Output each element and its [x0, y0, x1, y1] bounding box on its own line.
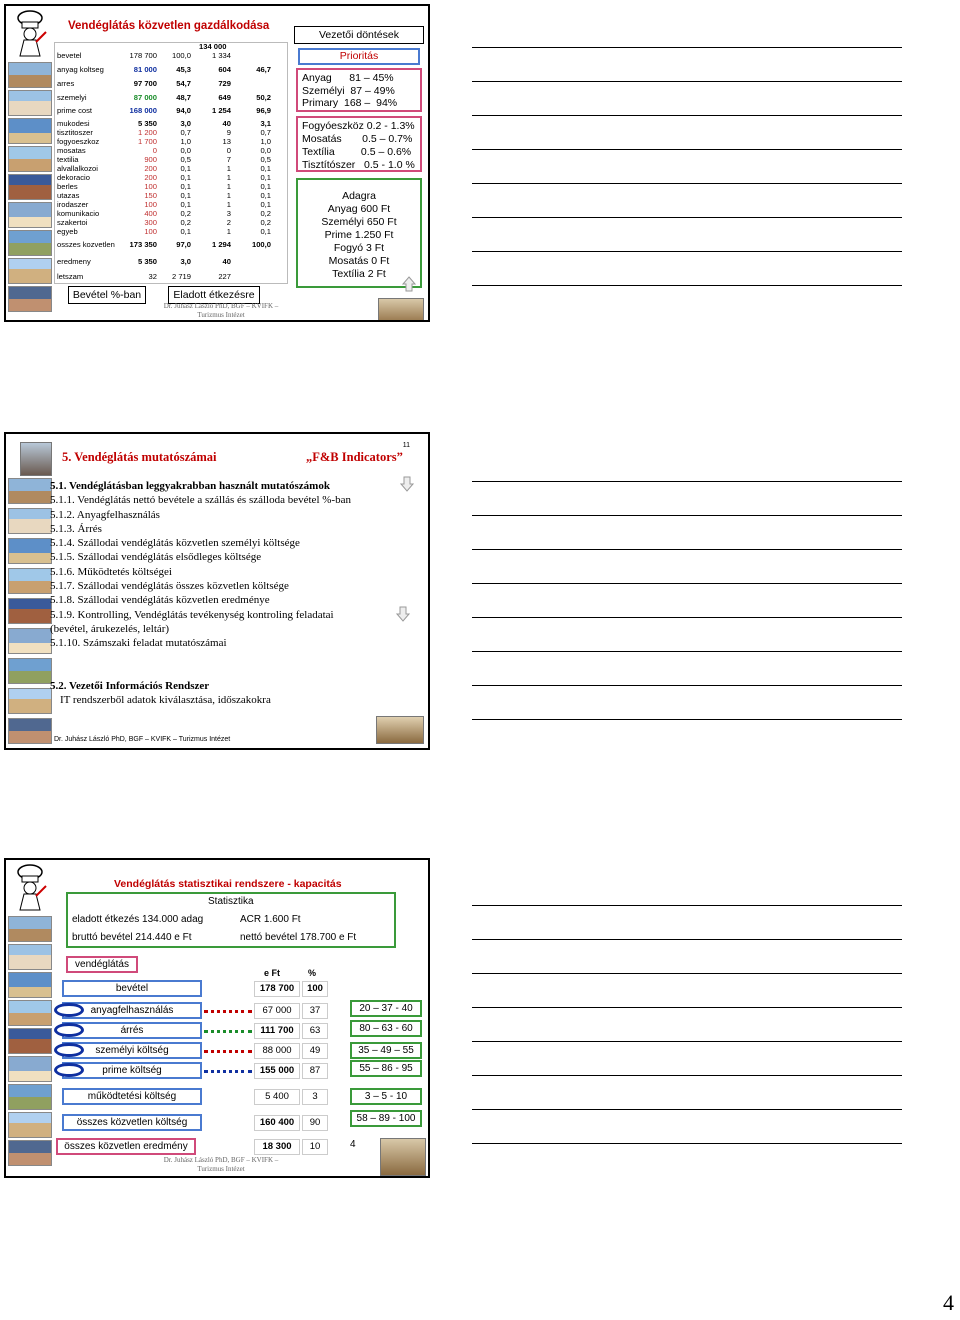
ratio-line: Tisztítószer 0.5 - 1.0 % [302, 159, 415, 171]
ratios-box [296, 116, 422, 172]
row-value: 0,1 [260, 173, 271, 182]
table-row [55, 227, 287, 236]
col-eft: e Ft [264, 968, 281, 978]
indicator-item: 5.1.1. Vendéglátás nettó bevétele a szállás és szálloda bevétel %-ban [50, 494, 351, 507]
table-row [55, 65, 287, 74]
connector-line [204, 1010, 252, 1013]
metric-eft: 5 400 [254, 1089, 300, 1105]
hotel-thumbnails [8, 62, 52, 320]
row-value: 150 [144, 191, 157, 200]
priority-box [296, 68, 422, 112]
decisions-title: Vezetői döntések [294, 26, 424, 44]
table-row [55, 93, 287, 102]
row-value: 173 350 [129, 240, 157, 249]
row-value: 729 [218, 79, 231, 88]
arrow-down-icon[interactable] [400, 476, 414, 492]
metric-pct: 90 [302, 1115, 328, 1131]
row-value: 2 719 [171, 272, 191, 281]
row-value: 3,0 [180, 257, 191, 266]
priority-line: Anyag 81 – 45% [302, 72, 394, 84]
connector-line [204, 1070, 252, 1073]
row-value: 2 [226, 218, 231, 227]
row-label: tisztitoszer [57, 128, 93, 137]
table-row [55, 173, 287, 182]
metric-range: 55 – 86 - 95 [350, 1060, 422, 1077]
metric-pct: 100 [302, 981, 328, 997]
table-row [55, 119, 287, 128]
page-number: 4 [943, 1290, 954, 1315]
priority-title: Prioritás [298, 48, 420, 65]
row-value: 1,0 [260, 137, 271, 146]
ratio-line: Mosatás 0.5 – 0.7% [302, 133, 413, 145]
indicator-item: 5.1.10. Számszaki feladat mutatószámai [50, 637, 227, 650]
indicator-list [50, 479, 390, 651]
table-row [55, 240, 287, 249]
row-value: 1 294 [211, 240, 231, 249]
restaurant-photo [378, 298, 424, 322]
category-label: vendéglátás [66, 956, 138, 973]
row-value: 3 [226, 209, 231, 218]
row-value: 100,0 [171, 51, 191, 60]
row-value: 1 700 [137, 137, 157, 146]
connector-line [204, 1030, 252, 1033]
row-value: 32 [148, 272, 157, 281]
metric-label: prime költség [62, 1062, 202, 1079]
row-label: prime cost [57, 106, 93, 115]
metric-label: működtetési költség [62, 1088, 202, 1105]
arrow-up-icon[interactable] [402, 276, 416, 292]
metric-range: 3 – 5 - 10 [350, 1088, 422, 1105]
priority-line: Személyi 87 – 49% [302, 84, 395, 97]
row-value: 1 [226, 227, 231, 236]
indicator-item: 5.1.4. Szállodai vendéglátás közvetlen személyi költsége [50, 537, 300, 550]
adagra-line: Mosatás 0 Ft [328, 255, 390, 267]
indicator-item: 5.1.3. Árrés [50, 522, 102, 535]
table-row [55, 218, 287, 227]
metric-eft: 111 700 [254, 1023, 300, 1039]
row-label: eredmeny [57, 257, 91, 266]
row-value: 87 000 [133, 93, 157, 102]
net-revenue: nettó bevétel 178.700 e Ft [240, 932, 357, 943]
row-value: 300 [144, 218, 157, 227]
row-value: 3,1 [260, 119, 271, 128]
connector-oval [54, 1063, 84, 1077]
section2-title: 5.2. Vezetői Információs Rendszer [50, 680, 210, 692]
table-row [55, 128, 287, 137]
slide-footer: Dr. Juhász László PhD, BGF – KVIFK – Turizmus Intézet [163, 302, 279, 319]
ratio-line: Textília 0.5 – 0.6% [302, 146, 412, 158]
row-value: 5 350 [137, 257, 157, 266]
row-value: 100 [144, 200, 157, 209]
row-value: 0,1 [260, 182, 271, 191]
row-value: 1,0 [180, 137, 191, 146]
table-row [55, 257, 287, 266]
row-label: mosatas [57, 146, 86, 155]
indicator-item: 5.1.7. Szállodai vendéglátás összes közvetlen költsége [50, 580, 289, 593]
metric-pct: 10 [302, 1139, 328, 1155]
row-label: szemelyi [57, 93, 87, 102]
row-value: 1 [226, 182, 231, 191]
hotel-thumbnails [8, 478, 52, 748]
row-value: 45,3 [176, 65, 191, 74]
row-label: textilia [57, 155, 79, 164]
row-label: utazas [57, 191, 80, 200]
row-value: 100 [144, 227, 157, 236]
metric-label: összes közvetlen eredmény [56, 1138, 196, 1155]
row-value: 0,0 [180, 146, 191, 155]
cost-table [54, 42, 288, 284]
row-value: 100 [144, 182, 157, 191]
row-value: 40 [222, 119, 231, 128]
metric-eft: 67 000 [254, 1003, 300, 1019]
slide-2 [4, 432, 430, 750]
sold-meals-button[interactable]: Eladott étkezésre [168, 286, 260, 304]
connector-oval [54, 1003, 84, 1017]
connector-oval [54, 1043, 84, 1057]
author-photo [20, 442, 52, 476]
ratio-line: Fogyóeszköz 0.2 - 1.3% [302, 120, 415, 132]
row-value: 604 [218, 65, 231, 74]
revenue-pct-button[interactable]: Bevétel %-ban [68, 286, 146, 304]
row-value: 200 [144, 164, 157, 173]
row-label: szakertoi [57, 218, 88, 227]
table-row [55, 137, 287, 146]
indicator-item: 5.1.5. Szállodai vendéglátás elsődleges költsége [50, 551, 262, 564]
slide-title-en: „F&B Indicators” [306, 450, 403, 464]
metric-range: 20 – 37 - 40 [350, 1000, 422, 1017]
row-label: komunikacio [57, 209, 100, 218]
metric-label: személyi költség [62, 1042, 202, 1059]
row-value: 7 [226, 155, 231, 164]
row-value: 1 334 [211, 51, 231, 60]
acr-value: ACR 1.600 Ft [240, 914, 301, 925]
row-value: 0,7 [180, 128, 191, 137]
row-value: 94,0 [176, 106, 191, 115]
metric-label: bevétel [62, 980, 202, 997]
slide-title: Vendéglátás statisztikai rendszere - kapacitás [114, 878, 342, 890]
row-value: 0,1 [260, 200, 271, 209]
row-label: irodaszer [57, 200, 89, 209]
metric-eft: 160 400 [254, 1115, 300, 1131]
row-value: 0,1 [180, 227, 191, 236]
row-label: alvallalkozoi [57, 164, 98, 173]
row-value: 0,2 [180, 209, 191, 218]
sold-meals: eladott étkezés 134.000 adag [72, 914, 204, 925]
row-value: 1 [226, 164, 231, 173]
restaurant-photo [380, 1138, 426, 1176]
statistics-label: Statisztika [208, 896, 254, 907]
table-row [55, 146, 287, 155]
slide-title: Vendéglátás közvetlen gazdálkodása [68, 20, 270, 32]
row-label: letszam [57, 272, 84, 281]
row-label: mukodesi [57, 119, 90, 128]
adagra-box [296, 178, 422, 288]
metric-pct: 37 [302, 1003, 328, 1019]
row-value: 0,7 [260, 128, 271, 137]
slide-1 [4, 4, 430, 322]
row-value: 9 [226, 128, 231, 137]
indicator-item: (bevétel, árukezelés, leltár) [50, 622, 170, 635]
adagra-line: Textília 2 Ft [332, 268, 386, 280]
metric-range: 4 [350, 1139, 356, 1150]
row-value: 40 [222, 257, 231, 266]
row-value: 0,5 [260, 155, 271, 164]
metric-label: összes közvetlen költség [62, 1114, 202, 1131]
metric-pct: 87 [302, 1063, 328, 1079]
metric-eft: 178 700 [254, 981, 300, 997]
adagra-line: Személyi 650 Ft [321, 216, 397, 228]
row-value: 54,7 [176, 79, 191, 88]
row-value: 168 000 [129, 106, 157, 115]
row-value: 0,1 [180, 173, 191, 182]
row-value: 0,1 [180, 182, 191, 191]
adagra-line: Prime 1.250 Ft [324, 229, 394, 241]
hotel-thumbnails [8, 916, 52, 1176]
row-value: 1 [226, 191, 231, 200]
row-value: 227 [218, 272, 231, 281]
row-value: 48,7 [176, 93, 191, 102]
slide-number: 11 [402, 442, 410, 449]
row-value: 0,2 [260, 218, 271, 227]
row-value: 50,2 [256, 93, 271, 102]
row-value: 0,2 [260, 209, 271, 218]
row-value: 0,1 [180, 191, 191, 200]
table-row [55, 191, 287, 200]
table-row [55, 182, 287, 191]
row-value: 13 [222, 137, 231, 146]
row-value: 900 [144, 155, 157, 164]
row-value: 1 254 [211, 106, 231, 115]
row-value: 1 [226, 173, 231, 182]
adagra-line: Anyag 600 Ft [327, 203, 391, 215]
top-value: 134 000 [199, 42, 227, 51]
table-row [55, 155, 287, 164]
row-label: fogyoeszkoz [57, 137, 100, 146]
slide-footer: Dr. Juhász László PhD, BGF – KVIFK – Turizmus Intézet [163, 1156, 279, 1173]
chef-logo-icon [10, 10, 50, 58]
adagra-line: Fogyó 3 Ft [333, 242, 385, 254]
row-value: 1 200 [137, 128, 157, 137]
row-value: 200 [144, 173, 157, 182]
row-value: 96,9 [256, 106, 271, 115]
connector-oval [54, 1023, 84, 1037]
table-row [55, 51, 287, 60]
metric-range: 58 – 89 - 100 [350, 1110, 422, 1127]
row-label: berles [57, 182, 78, 191]
restaurant-photo [376, 716, 424, 744]
table-row [55, 79, 287, 88]
row-value: 0,1 [180, 200, 191, 209]
slide-footer: Dr. Juhász László PhD, BGF – KVIFK – Turizmus Intézet [54, 736, 231, 743]
table-row [55, 209, 287, 218]
row-label: bevetel [57, 51, 82, 60]
table-row [55, 200, 287, 209]
col-pct: % [308, 968, 317, 978]
row-value: 0,1 [180, 164, 191, 173]
chef-logo-icon [10, 864, 50, 912]
metric-label: anyagfelhasználás [62, 1002, 202, 1019]
row-value: 3,0 [180, 119, 191, 128]
row-value: 0 [152, 146, 157, 155]
row-value: 97 700 [133, 79, 157, 88]
row-label: osszes kozvetlen [57, 240, 115, 249]
row-label: arres [57, 79, 75, 88]
row-value: 97,0 [176, 240, 191, 249]
row-value: 0,1 [260, 164, 271, 173]
row-value: 46,7 [256, 65, 271, 74]
metric-label: árrés [62, 1022, 202, 1039]
gross-revenue: bruttó bevétel 214.440 e Ft [72, 932, 192, 943]
arrow-down-icon[interactable] [396, 606, 410, 622]
row-label: anyag koltseg [57, 65, 104, 74]
table-row [55, 272, 287, 281]
row-value: 0,0 [260, 146, 271, 155]
metric-eft: 155 000 [254, 1063, 300, 1079]
indicator-item: 5.1.2. Anyagfelhasználás [50, 508, 160, 521]
indicator-item: 5.1.8. Szállodai vendéglátás közvetlen eredménye [50, 594, 270, 607]
row-value: 100,0 [251, 240, 271, 249]
row-label: egyeb [57, 227, 78, 236]
metric-range: 35 – 49 – 55 [350, 1042, 422, 1059]
table-row [55, 106, 287, 115]
row-value: 0,1 [260, 227, 271, 236]
slide-title: 5. Vendéglátás mutatószámai [62, 450, 217, 464]
row-value: 5 350 [137, 119, 157, 128]
row-value: 400 [144, 209, 157, 218]
indicator-item: 5.1.6. Működtetés költségei [50, 565, 172, 578]
row-value: 0,1 [260, 191, 271, 200]
adagra-title: Adagra [342, 190, 376, 202]
section2-text: IT rendszerből adatok kiválasztása, időszakokra [60, 694, 271, 706]
metric-pct: 63 [302, 1023, 328, 1039]
priority-line: Primary 168 – 94% [302, 97, 398, 109]
metric-eft: 18 300 [254, 1139, 300, 1155]
row-value: 0,5 [180, 155, 191, 164]
metric-pct: 3 [302, 1089, 328, 1105]
metric-range: 80 – 63 - 60 [350, 1020, 422, 1037]
row-value: 1 [226, 200, 231, 209]
row-value: 649 [218, 93, 231, 102]
row-value: 178 700 [129, 51, 157, 60]
row-value: 81 000 [133, 65, 157, 74]
metric-pct: 49 [302, 1043, 328, 1059]
connector-line [204, 1050, 252, 1053]
indicator-item: 5.1.9. Kontrolling, Vendéglátás tevékenység kontroling feladatai [50, 608, 334, 621]
row-value: 0,2 [180, 218, 191, 227]
row-value: 0 [226, 146, 231, 155]
row-label: dekoracio [57, 173, 90, 182]
section-title: 5.1. Vendéglátásban leggyakrabban használt mutatószámok [50, 480, 330, 492]
statistics-box [66, 892, 396, 948]
table-row [55, 164, 287, 173]
slide-3 [4, 858, 430, 1178]
metric-eft: 88 000 [254, 1043, 300, 1059]
